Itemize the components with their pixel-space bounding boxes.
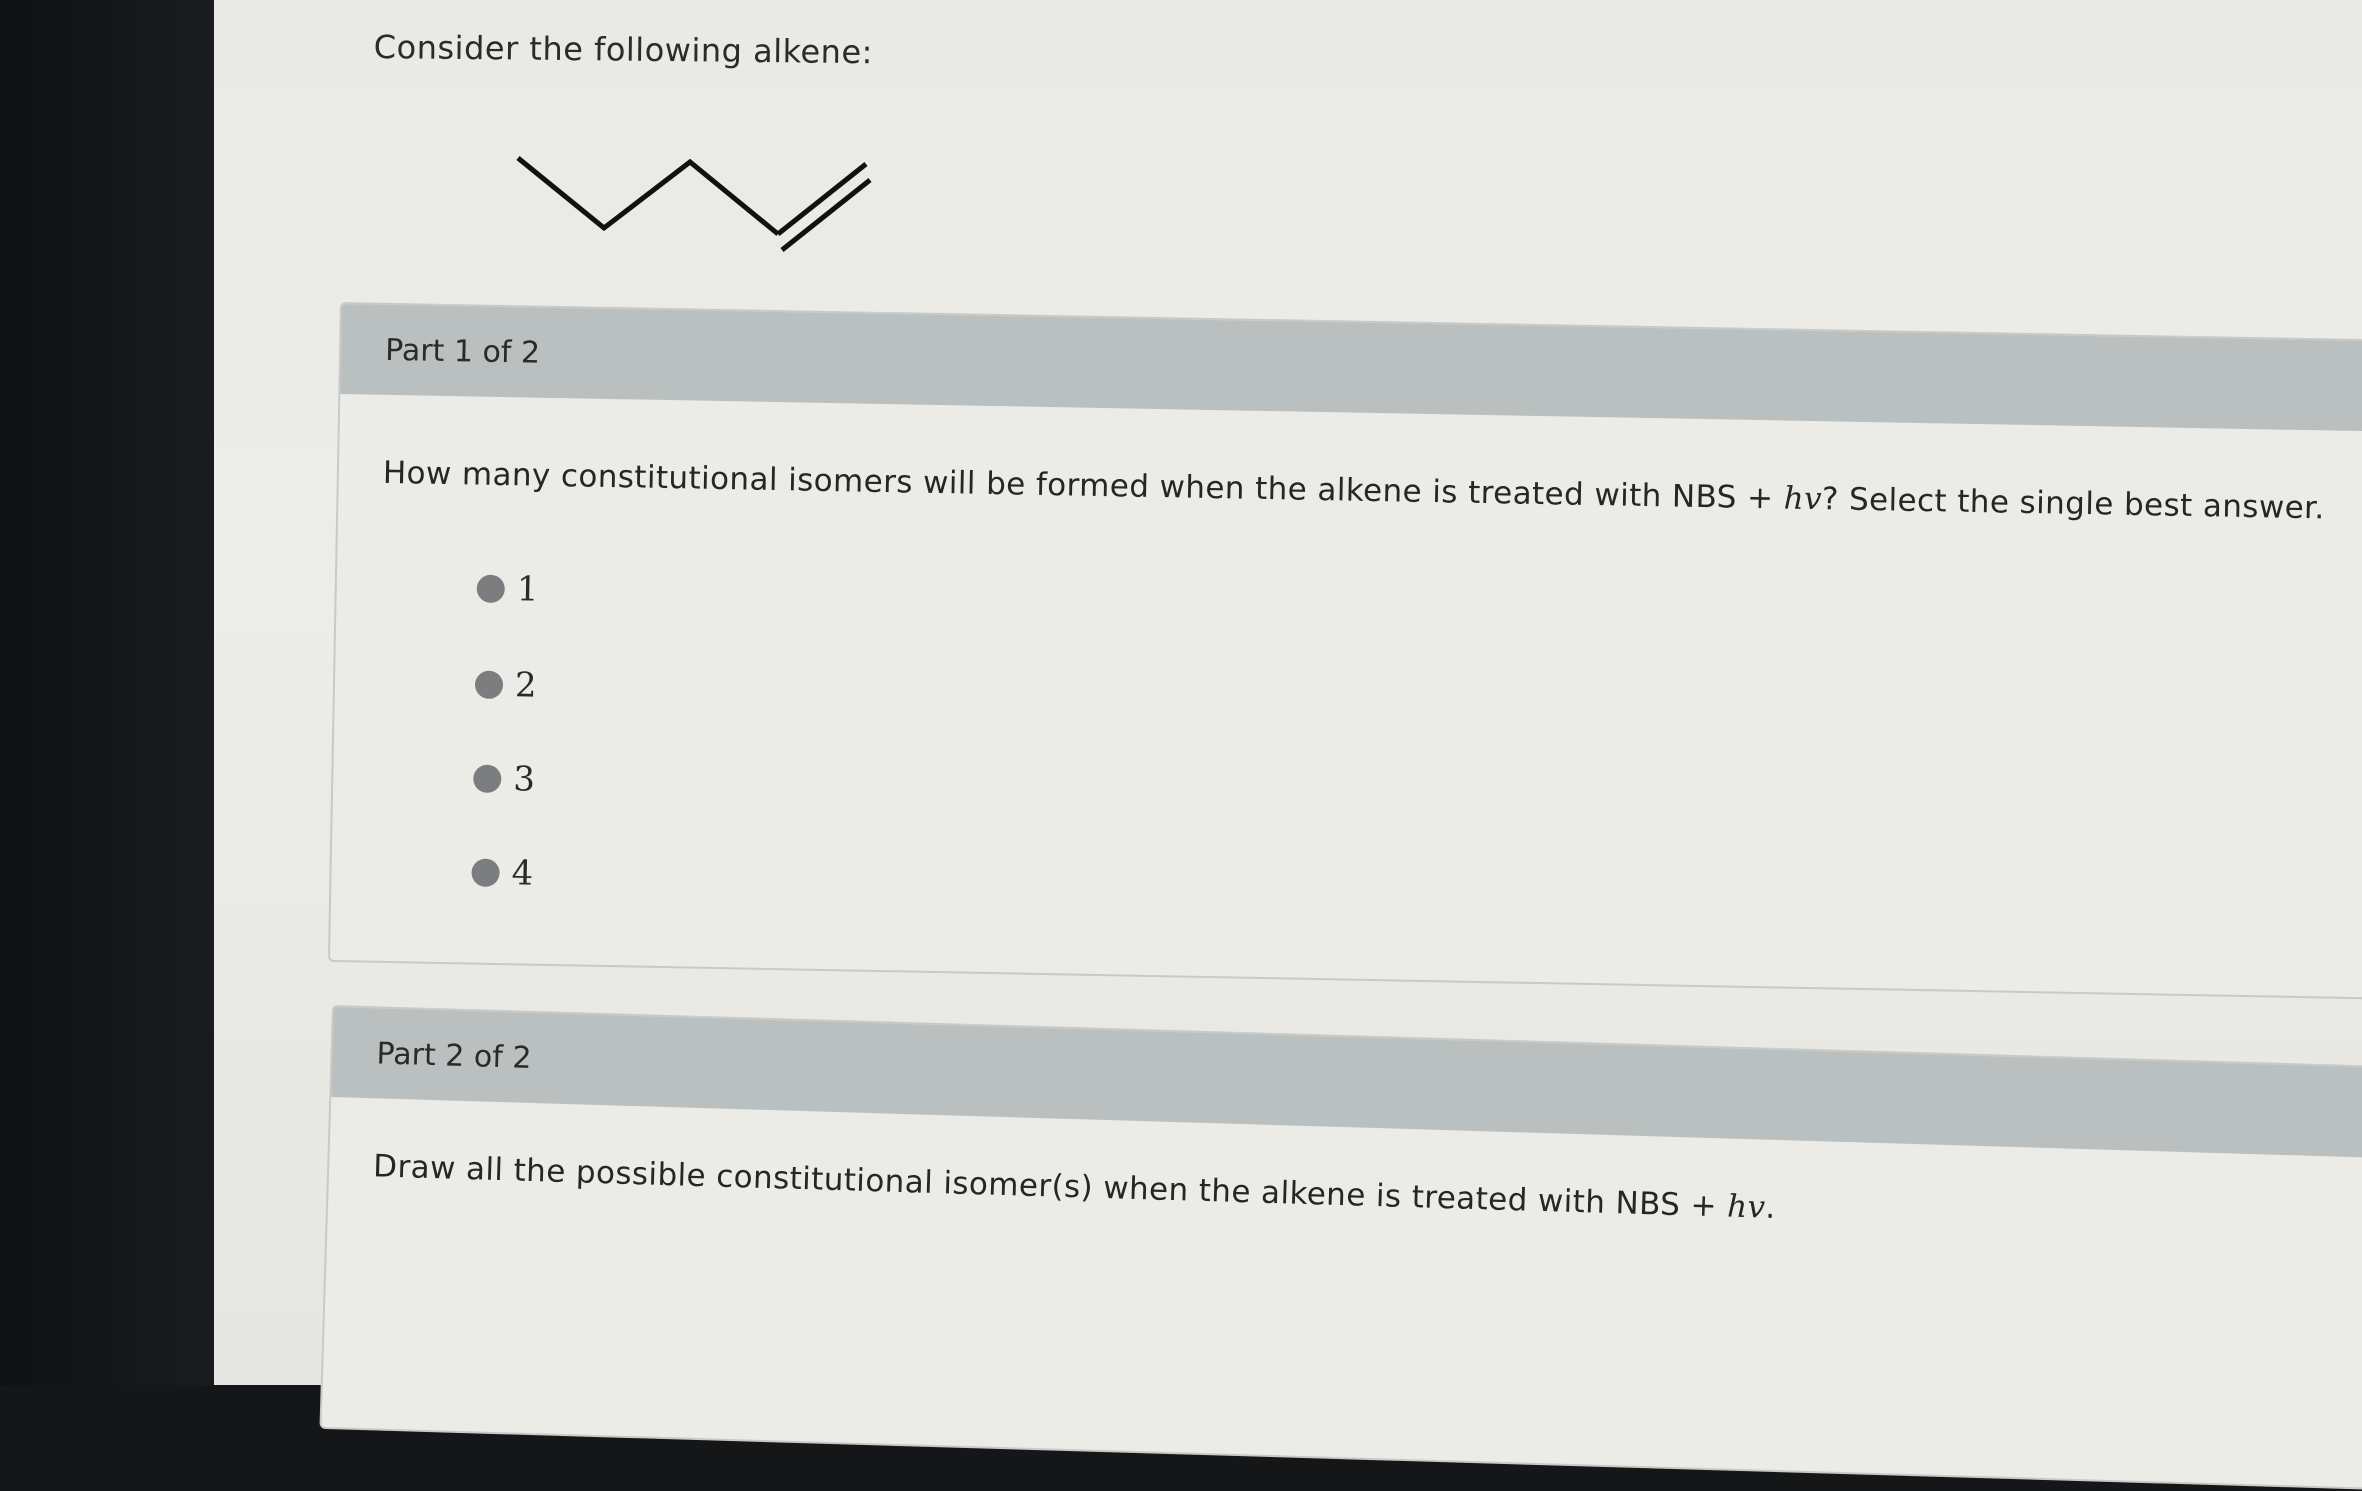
part2-prompt-tail: .	[1764, 1189, 1777, 1226]
part1-prompt-tail: ? Select the single best answer.	[1821, 481, 2326, 527]
part1-prompt	[383, 455, 2325, 527]
double-bond-line-1	[778, 164, 866, 234]
option-label: 2	[514, 665, 538, 706]
screen-bezel	[0, 0, 230, 1385]
answer-option-2[interactable]	[475, 665, 537, 706]
part2-prompt-math: hv	[1726, 1188, 1766, 1226]
option-label: 1	[516, 569, 539, 610]
answer-option-1[interactable]	[476, 569, 538, 610]
answer-option-3[interactable]	[473, 759, 535, 800]
alkene-structure	[500, 140, 900, 260]
double-bond-line-2	[782, 180, 870, 250]
part2-prompt	[373, 1148, 1777, 1226]
radio-button[interactable]	[477, 575, 506, 604]
part2-prompt-text: Draw all the possible constitutional isomer(s) when the alkene is treated with NBS +	[372, 1148, 1728, 1225]
part1-prompt-text: How many constitutional isomers will be formed when the alkene is treated with NBS +	[382, 454, 1784, 517]
part1-label: Part 1 of 2	[384, 332, 541, 371]
radio-button[interactable]	[475, 671, 504, 700]
carbon-chain	[518, 158, 778, 234]
part2-label: Part 2 of 2	[376, 1036, 532, 1076]
part1-prompt-math: hv	[1783, 480, 1823, 518]
part2-panel	[319, 1005, 2362, 1491]
answer-option-4[interactable]	[471, 853, 533, 894]
option-label: 4	[511, 853, 534, 894]
question-intro: Consider the following alkene:	[373, 28, 874, 72]
radio-button[interactable]	[473, 765, 502, 794]
radio-button[interactable]	[471, 859, 500, 888]
option-label: 3	[512, 759, 536, 800]
part1-panel	[328, 302, 2362, 1000]
